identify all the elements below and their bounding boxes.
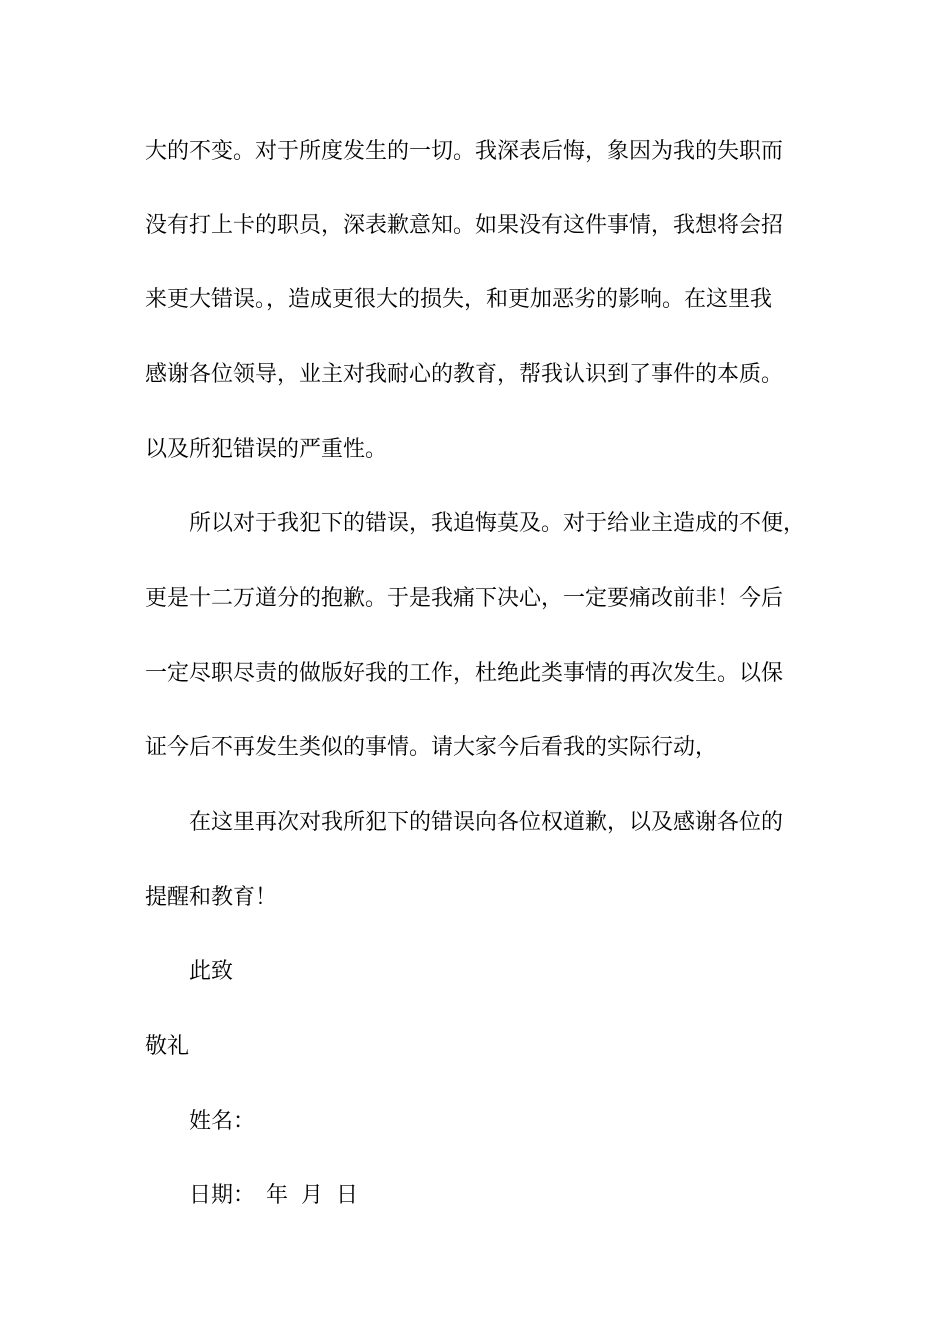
body-line-5: 以及所犯错误的严重性。 (145, 437, 388, 462)
body-line-10: 在这里再次对我所犯下的错误向各位权道歉，以及感谢各位的 (189, 810, 784, 835)
date-month: 月 (301, 1183, 324, 1208)
closing-jingli: 敬礼 (145, 1034, 190, 1059)
body-line-2: 没有打上卡的职员，深表歉意知。如果没有这件事情，我想将会招 (145, 213, 784, 238)
date-day: 日 (336, 1183, 359, 1208)
body-line-11: 提醒和教育！ (145, 885, 278, 910)
body-line-6: 所以对于我犯下的错误，我追悔莫及。对于给业主造成的不便， (189, 511, 806, 536)
closing-cizhi: 此致 (189, 959, 234, 984)
body-line-1: 大的不变。对于所度发生的一切。我深表后悔，象因为我的失职而 (145, 139, 784, 164)
signature-name: 姓名： (189, 1109, 256, 1134)
body-line-9: 证今后不再发生类似的事情。请大家今后看我的实际行动， (145, 735, 718, 760)
body-line-7: 更是十二万道分的抱歉。于是我痛下决心，一定要痛改前非！今后 (145, 586, 784, 611)
body-line-8: 一定尽职尽责的做版好我的工作，杜绝此类事情的再次发生。以保 (145, 661, 784, 686)
body-line-3: 来更大错误。，造成更很大的损失，和更加恶劣的影响。在这里我 (145, 287, 773, 312)
date-year: 年 (266, 1183, 289, 1208)
body-line-4: 感谢各位领导，业主对我耐心的教育，帮我认识到了事件的本质。 (145, 362, 784, 387)
date-label: 日期： (189, 1183, 256, 1208)
